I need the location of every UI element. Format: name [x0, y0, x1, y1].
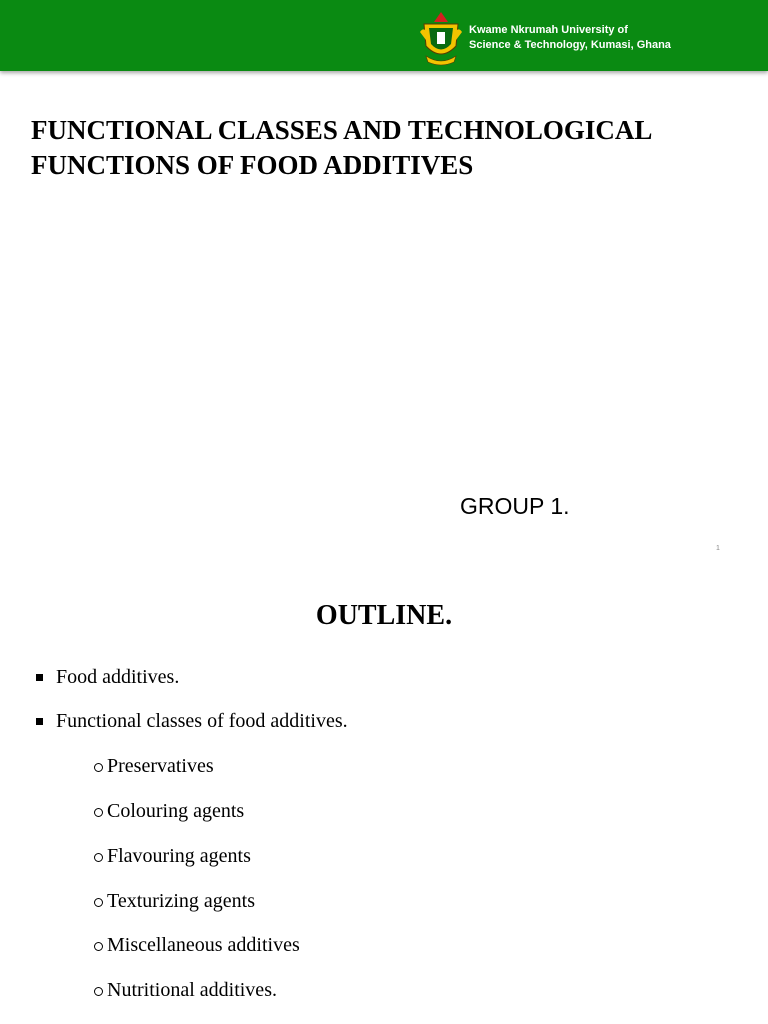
list-item: Functional classes of food additives. [56, 710, 348, 732]
university-name-line1: Kwame Nkrumah University of [469, 24, 628, 36]
circle-bullet-icon [94, 808, 103, 817]
list-item: Food additives. [56, 666, 180, 688]
square-bullet-icon [36, 674, 43, 681]
knust-crest-icon [418, 10, 464, 68]
slide-title-line2: FUNCTIONS OF FOOD ADDITIVES [31, 150, 474, 180]
circle-bullet-icon [94, 898, 103, 907]
university-name-line2: Science & Technology, Kumasi, Ghana [469, 39, 671, 51]
list-item: Colouring agents [107, 800, 245, 822]
circle-bullet-icon [94, 853, 103, 862]
slide-title-line1: FUNCTIONAL CLASSES AND TECHNOLOGICAL [31, 115, 653, 145]
circle-bullet-icon [94, 942, 103, 951]
page-number: 1 [716, 545, 720, 552]
outline-slide [0, 573, 768, 1024]
circle-bullet-icon [94, 763, 103, 772]
list-item: Flavouring agents [107, 845, 251, 867]
list-item: Texturizing agents [107, 890, 255, 912]
list-item: Nutritional additives. [107, 979, 277, 1001]
university-name [469, 23, 671, 53]
group-label: GROUP 1. [460, 493, 570, 519]
square-bullet-icon [36, 718, 43, 725]
university-header-bar [0, 0, 768, 71]
circle-bullet-icon [94, 987, 103, 996]
list-item: Miscellaneous additives [107, 934, 300, 956]
slide-title [31, 113, 751, 183]
list-item: Preservatives [107, 755, 214, 777]
outline-title: OUTLINE. [315, 600, 453, 631]
